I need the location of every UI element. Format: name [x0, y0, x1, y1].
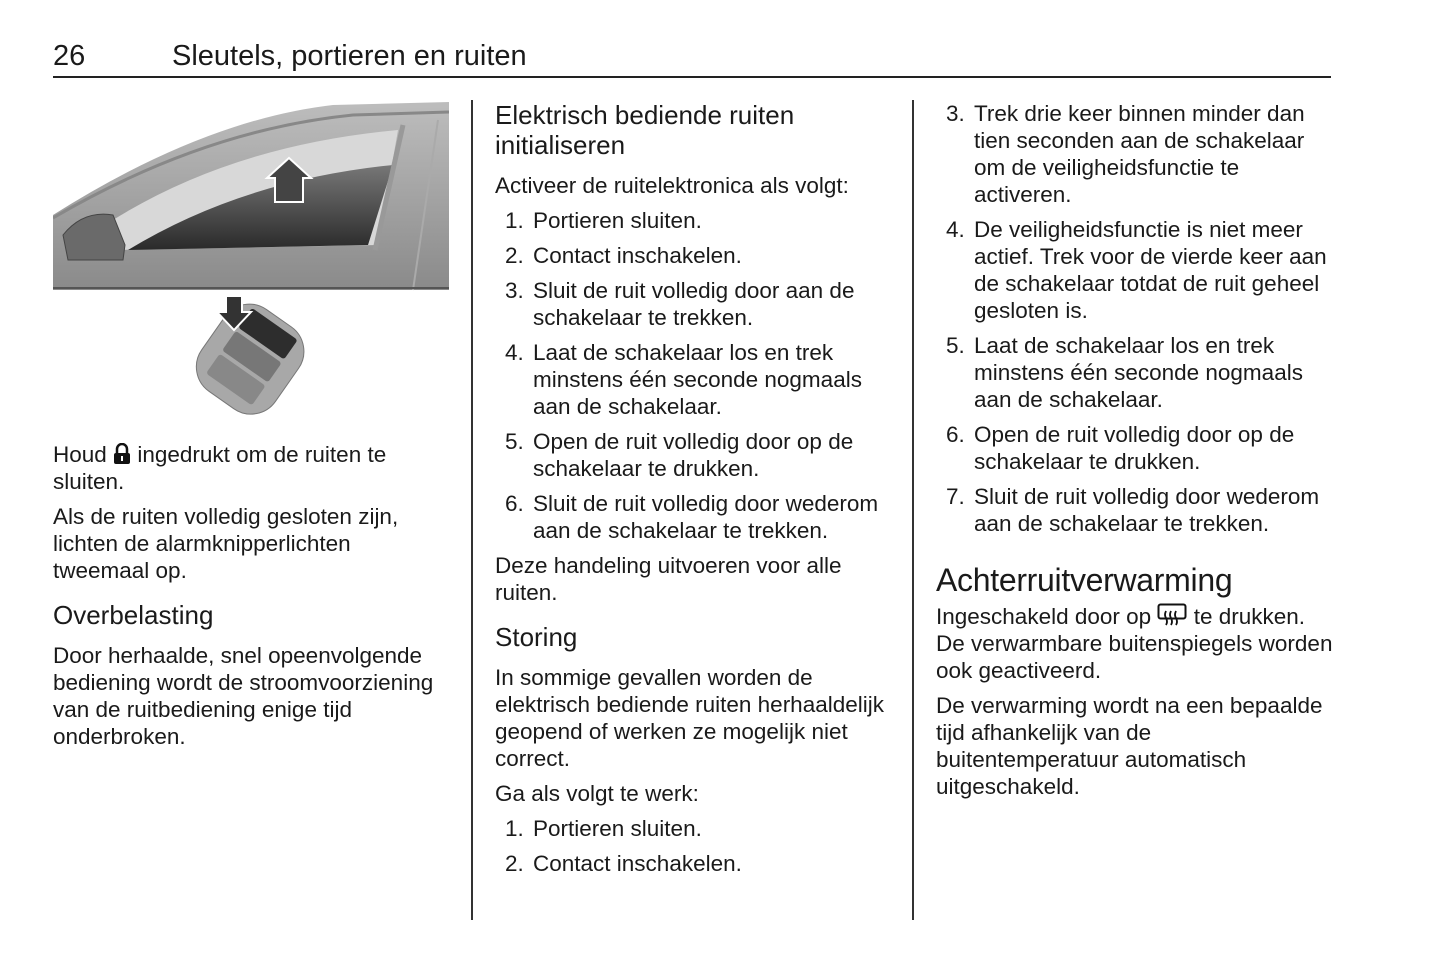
rear-defrost-auto-off: De verwarming wordt na een bepaalde tijd afhankelijk van de buitentemperatuur automatisch uitgeschakeld. — [936, 693, 1323, 799]
column-2 — [495, 100, 893, 885]
list-item: 6. Sluit de ruit volledig door wederom aan de schakelaar te trekken. — [505, 491, 879, 543]
list-item: 7. Sluit de ruit volledig door wederom aan de schakelaar te trekken. — [946, 484, 1320, 536]
list-item: 3. Trek drie keer binnen minder dan tien seconden aan de schakelaar om de veiligheidsfunctie te activeren. — [946, 101, 1305, 207]
rear-defrost-paragraph: Ingeschakeld door op te drukken. De verwarmbare buitenspiegels worden ook geactiveerd. — [936, 604, 1333, 683]
fault-paragraph: In sommige gevallen worden de elektrisch bediende ruiten herhaaldelijk geopend of werken ze mogelijk niet correct. — [495, 665, 884, 771]
window-and-key-illustration — [53, 100, 449, 422]
list-item: 5. Open de ruit volledig door op de schakelaar te drukken. — [505, 429, 854, 481]
list-item: 6. Open de ruit volledig door op de schakelaar te drukken. — [946, 422, 1295, 474]
list-item: 1. Portieren sluiten. — [505, 208, 702, 233]
list-item: 4. Laat de schakelaar los en trek minstens één seconde nogmaals aan de schakelaar. — [505, 340, 862, 419]
page-title: Sleutels, portieren en ruiten — [172, 40, 527, 72]
init-steps — [495, 207, 893, 544]
heading-initialiseren: Elektrisch bediende ruiten initialiseren — [495, 100, 795, 160]
column-1 — [53, 100, 449, 758]
alarm-flash-note: Als de ruiten volledig gesloten zijn, lichten de alarmknipperlichten tweemaal op. — [53, 504, 399, 583]
column-divider — [471, 100, 473, 920]
fault-intro: Ga als volgt te werk: — [495, 781, 699, 806]
rear-defrost-icon — [1157, 603, 1187, 627]
list-item: 5. Laat de schakelaar los en trek minstens één seconde nogmaals aan de schakelaar. — [946, 333, 1303, 412]
fault-steps — [495, 815, 893, 877]
heading-storing: Storing — [495, 622, 578, 652]
init-intro: Activeer de ruitelektronica als volgt: — [495, 173, 849, 198]
heading-achterruitverwarming: Achterruitverwarming — [936, 562, 1233, 598]
header-rule — [53, 76, 1331, 78]
fault-steps-continued — [936, 100, 1334, 537]
heading-overbelasting: Overbelasting — [53, 600, 214, 630]
list-item: 3. Sluit de ruit volledig door aan de schakelaar te trekken. — [505, 278, 855, 330]
column-divider — [912, 100, 914, 920]
page-number: 26 — [53, 40, 86, 72]
lock-icon — [113, 443, 131, 465]
all-windows-note: Deze handeling uitvoeren voor alle ruiten. — [495, 553, 842, 605]
list-item: 1. Portieren sluiten. — [505, 816, 702, 841]
column-3 — [936, 100, 1334, 808]
list-item: 2. Contact inschakelen. — [505, 243, 742, 268]
overload-paragraph: Door herhaalde, snel opeenvolgende bediening wordt de stroomvoorziening van de ruitbediening enige tijd onderbroken. — [53, 643, 434, 749]
close-windows-instruction: Houd ingedrukt om de ruiten te sluiten. — [53, 442, 387, 494]
list-item: 4. De veiligheidsfunctie is niet meer actief. Trek voor de vierde keer aan de schakelaar totdat de ruit geheel gesloten is. — [946, 217, 1327, 323]
list-item: 2. Contact inschakelen. — [505, 851, 742, 876]
